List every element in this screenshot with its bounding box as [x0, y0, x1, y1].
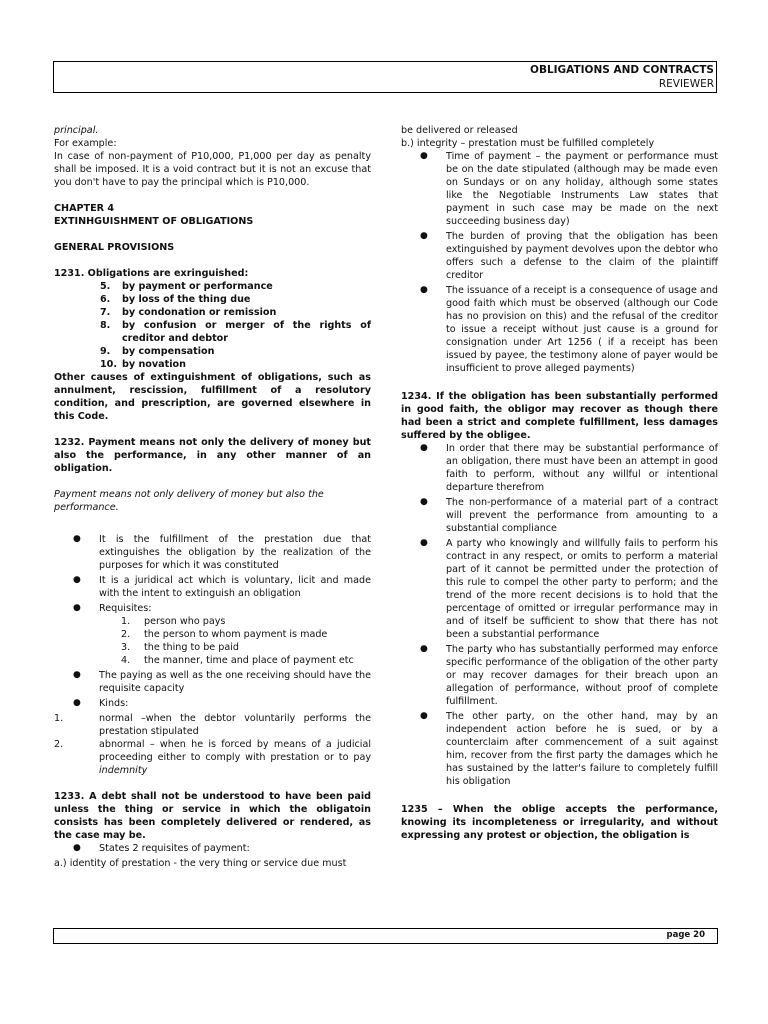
- chapter-title: EXTINHGUISHMENT OF OBLIGATIONS: [54, 216, 254, 227]
- list-item: ● Requisites: 1. person who pays 2. the person to whom payment is made 3. the thing to be paid 4. the manner, time and place of payment etc: [54, 602, 371, 667]
- article-1234: 1234. If the obligation has been substantially performed in good faith, the obligor may recover as though there had been a strict and complete fulfillment, less damages suffered by the obligee.: [401, 391, 718, 441]
- list-item: ● In order that there may be substantial performance of an obligation, there must have been an attempt in good faith to perform, without any willful or intentional departure therefrom: [420, 443, 718, 493]
- chapter-number: CHAPTER 4: [54, 203, 115, 214]
- intro-example: For example:: [54, 138, 117, 149]
- list-item: 1. person who pays: [121, 616, 226, 627]
- right-column: [401, 124, 718, 842]
- payment-notes: [401, 150, 718, 375]
- page-number: page 20: [666, 930, 705, 940]
- bullet-icon: ●: [420, 497, 428, 507]
- article-1232: 1232. Payment means not only the delivery of money but also the performance, in any other manner of an obligation.: [54, 437, 371, 474]
- page-header: [53, 61, 717, 93]
- list-item: 10. by novation: [100, 359, 186, 370]
- list-item: 2. abnormal – when he is forced by means of a judicial proceeding either to comply with prestation or to pay indemnity: [54, 739, 371, 776]
- bullet-icon: ●: [420, 538, 428, 548]
- list-item: ● A party who knowingly and willfully fails to perform his contract in any respect, or omits to perform a material part of it cannot be permitted under the protection of this rule to compel the other party to perform; and the trend of the more recent decisions is to hold that the percentage of omitted or irregular performance may in and of itself be sufficient to show that there has not been a substantial performance: [420, 538, 718, 640]
- delivered-line: be delivered or released: [401, 125, 518, 136]
- list-item: ● Time of payment – the payment or performance must be on the date stipulated (although may be made even on Sundays or on any holiday, although some states like the Negotiable Instruments Law states that payment in such case may be made on the next succeeding business day): [420, 151, 718, 227]
- page-footer: [53, 928, 718, 944]
- list-item: 2. the person to whom payment is made: [121, 629, 328, 640]
- list-item: 4. the manner, time and place of payment etc: [121, 655, 354, 666]
- list-item: 7. by condonation or remission: [100, 307, 277, 318]
- bullet-icon: ●: [73, 843, 81, 853]
- list-item: ● The party who has substantially performed may enforce specific performance of the obligation of the other party or may recover damages for their breach upon an allegation of performance, without proof of complete fulfillment.: [420, 644, 718, 707]
- requisites-list: [54, 615, 371, 667]
- payment-bullets: [54, 533, 371, 710]
- payment-definition: Payment means not only delivery of money but also the performance.: [54, 489, 324, 513]
- bullet-icon: ●: [420, 151, 428, 161]
- bullet-icon: ●: [73, 575, 81, 585]
- article-1235: 1235 – When the oblige accepts the performance, knowing its incompleteness or irregularity, and without expressing any protest or objection, the obligation is: [401, 804, 718, 841]
- list-item: ● The paying as well as the one receiving should have the requisite capacity: [73, 670, 371, 694]
- bullet-icon: ●: [420, 231, 428, 241]
- header-subtitle: REVIEWER: [658, 78, 714, 90]
- requisites-bullets: [54, 842, 371, 855]
- left-column: [54, 124, 371, 870]
- list-item: 1. normal –when the debtor voluntarily performs the prestation stipulated: [54, 713, 371, 737]
- list-item: 9. by compensation: [100, 346, 215, 357]
- bullet-icon: ●: [420, 644, 428, 654]
- bullet-icon: ●: [420, 285, 428, 295]
- integrity-line: b.) integrity – prestation must be fulfilled completely: [401, 138, 655, 149]
- intro-italic: principal.: [54, 125, 99, 136]
- identity-of-prestation: a.) identity of prestation - the very thing or service due must: [54, 858, 347, 869]
- article-1231-list: [54, 280, 371, 371]
- header-title: OBLIGATIONS AND CONTRACTS: [530, 64, 714, 76]
- bullet-icon: ●: [420, 711, 428, 721]
- list-item: ● The non-performance of a material part of a contract will prevent the performance from amounting to a substantial compliance: [420, 497, 718, 534]
- article-1231: 1231. Obligations are exringuished:: [54, 268, 249, 279]
- bullet-icon: ●: [73, 670, 81, 680]
- list-item: ● States 2 requisites of payment:: [73, 843, 250, 854]
- intro-text: In case of non-payment of P10,000, P1,000 per day as penalty shall be imposed. It is a void contract but it is not an excuse that you don't have to pay the principal which is P10,000.: [54, 151, 371, 188]
- kinds-list: [54, 712, 371, 777]
- list-item: 3. the thing to be paid: [121, 642, 239, 653]
- section-heading: GENERAL PROVISIONS: [54, 242, 175, 253]
- list-item: 6. by loss of the thing due: [100, 294, 251, 305]
- list-item: ● It is the fulfillment of the prestation due that extinguishes the obligation by the realization of the purposes for which it was constituted: [73, 534, 371, 571]
- list-item: 8. by confusion or merger of the rights of creditor and debtor: [100, 320, 371, 344]
- list-item: 5. by payment or performance: [100, 281, 273, 292]
- list-item: ● The other party, on the other hand, may by an independent action before he is sued, or by a counterclaim after commencement of a suit against him, recover from the first party the damages which he has sustained by the latter's failure to completely fulfill his obligation: [420, 711, 718, 787]
- other-causes: Other causes of extinguishment of obligations, such as annulment, rescission, fulfillment of a resolutory condition, and prescription, are governed elsewhere in this Code.: [54, 372, 371, 422]
- list-item: ● Kinds:: [73, 698, 129, 709]
- list-item: ● The burden of proving that the obligation has been extinguished by payment devolves upon the debtor who offers such a defense to the claim of the plaintiff creditor: [420, 231, 718, 281]
- bullet-icon: ●: [73, 534, 81, 544]
- list-item: ● It is a juridical act which is voluntary, licit and made with the intent to extinguish an obligation: [73, 575, 371, 599]
- article-1233: 1233. A debt shall not be understood to have been paid unless the thing or service in which the obligatoin consists has been completely delivered or rendered, as the case may be.: [54, 791, 371, 841]
- substantial-performance-notes: [401, 442, 718, 788]
- bullet-icon: ●: [73, 603, 81, 613]
- bullet-icon: ●: [73, 698, 81, 708]
- bullet-icon: ●: [420, 443, 428, 453]
- list-item: ● The issuance of a receipt is a consequence of usage and good faith which must be observed (although our Code has no provision on this) and the refusal of the creditor to issue a receipt without just cause is a ground for consignation under Art 1256 ( if a receipt has been issued by payee, the testimony alone of payer would be insufficient to prove alleged payments): [420, 285, 718, 374]
